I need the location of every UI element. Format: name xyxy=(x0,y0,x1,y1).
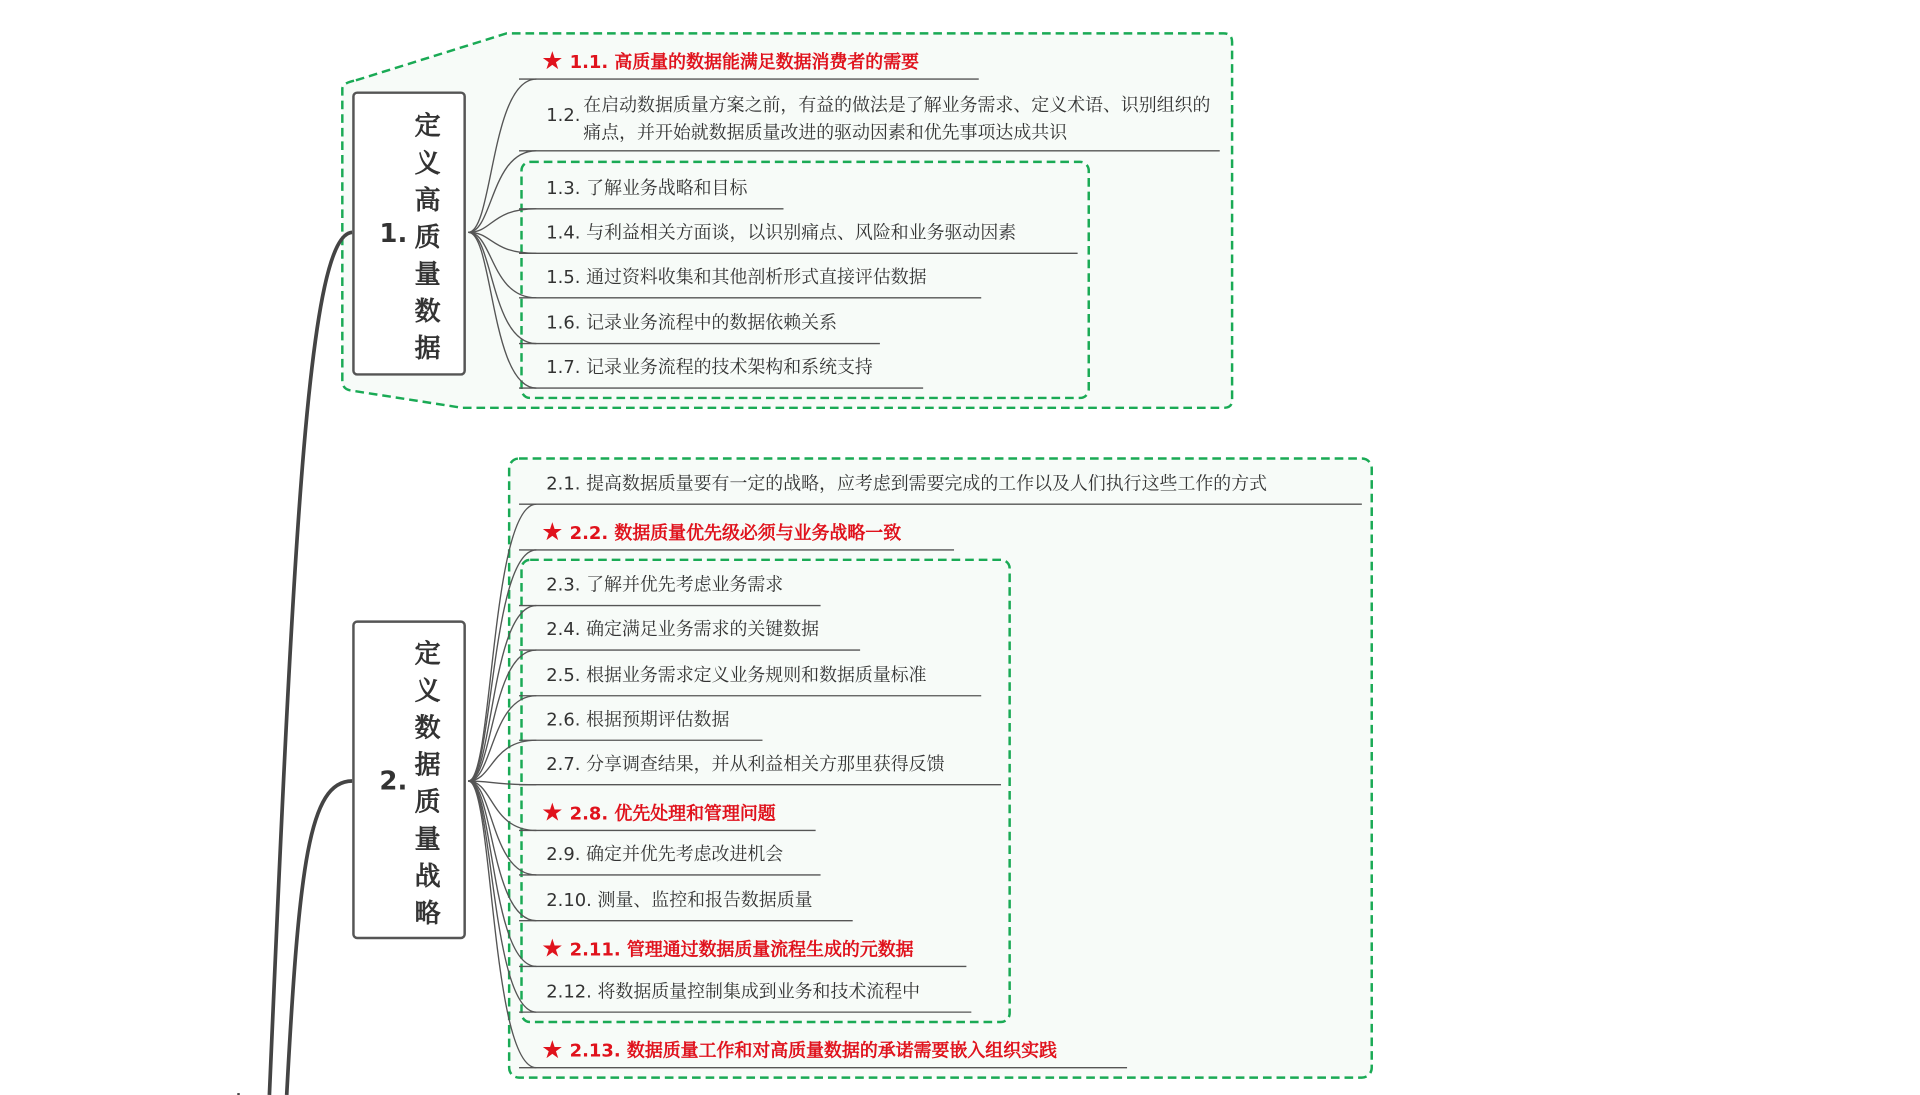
item-text: 记录业务流程的技术架构和系统支持 xyxy=(586,358,873,379)
item-number: 2.3. xyxy=(546,575,587,596)
star-icon: ★ xyxy=(541,45,564,76)
item-text: 数据质量优先级必须与业务战略一致 xyxy=(614,523,902,544)
trunk-2 xyxy=(287,781,352,1095)
topic-1-box[interactable] xyxy=(352,91,466,375)
topic-2-title: 定义数据质量战略 xyxy=(414,638,441,929)
item-2-11[interactable] xyxy=(541,934,913,962)
item-number: 1.4. xyxy=(546,223,587,244)
item-number: 2.7. xyxy=(546,755,587,775)
item-text: 与利益相关方面谈，以识别痛点、风险和业务驱动因素 xyxy=(586,223,1017,244)
item-2-13[interactable] xyxy=(541,1036,1057,1064)
item-text: 确定满足业务需求的关键数据 xyxy=(586,620,820,641)
item-number: 2.10. xyxy=(546,891,598,911)
item-2-9[interactable] xyxy=(546,843,783,868)
item-1-5[interactable] xyxy=(546,266,926,291)
topic-2-number: 2. xyxy=(379,766,408,796)
item-text: 根据预期评估数据 xyxy=(586,710,730,731)
item-2-5[interactable] xyxy=(546,664,926,689)
item-2-2[interactable] xyxy=(541,518,901,546)
item-text: 记录业务流程中的数据依赖关系 xyxy=(586,313,837,334)
item-number: 2.13. xyxy=(569,1041,627,1062)
star-icon: ★ xyxy=(541,797,564,827)
item-text: 了解并优先考虑业务需求 xyxy=(586,575,784,596)
item-text: 测量、监控和报告数据质量 xyxy=(597,891,813,911)
item-1-3[interactable] xyxy=(546,177,747,202)
item-text: 根据业务需求定义业务规则和数据质量标准 xyxy=(586,666,927,686)
star-icon: ★ xyxy=(541,516,564,547)
trunk-1 xyxy=(269,232,352,1095)
item-text: 通过资料收集和其他剖析形式直接评估数据 xyxy=(586,268,927,288)
item-2-12[interactable] xyxy=(546,980,920,1005)
item-text: 确定并优先考虑改进机会 xyxy=(586,845,784,866)
item-number: 2.9. xyxy=(546,845,587,866)
item-number: 2.11. xyxy=(569,940,627,961)
item-2-6[interactable] xyxy=(546,708,729,733)
item-number: 1.2. xyxy=(546,106,581,127)
item-1-1[interactable] xyxy=(541,47,919,75)
item-text: 优先处理和管理问题 xyxy=(614,804,776,825)
topic-1-title: 定义高质量数据 xyxy=(414,111,441,364)
item-text: 提高数据质量要有一定的战略，应考虑到需要完成的工作以及人们执行这些工作的方式 xyxy=(586,474,1268,495)
star-icon: ★ xyxy=(541,1034,564,1065)
item-1-4[interactable] xyxy=(546,221,1016,246)
item-2-10[interactable] xyxy=(546,889,812,914)
item-2-1[interactable] xyxy=(546,472,1267,497)
item-number: 1.5. xyxy=(546,268,587,288)
item-text: 数据质量工作和对高质量数据的承诺需要嵌入组织实践 xyxy=(626,1041,1057,1062)
item-number: 2.6. xyxy=(546,710,587,731)
topic-2-box[interactable] xyxy=(352,620,466,939)
item-text: 分享调查结果，并从利益相关方那里获得反馈 xyxy=(586,755,945,775)
item-1-7[interactable] xyxy=(546,356,873,381)
item-number: 2.4. xyxy=(546,620,587,641)
item-number: 2.1. xyxy=(546,474,587,495)
item-text: 高质量的数据能满足数据消费者的需要 xyxy=(614,53,920,73)
item-text: 管理通过数据质量流程生成的元数据 xyxy=(626,940,914,961)
item-2-3[interactable] xyxy=(546,573,783,598)
item-2-7[interactable] xyxy=(546,753,944,778)
item-text: 在启动数据质量方案之前，有益的做法是了解业务需求、定义术语、识别组织的痛点，并开始就数据质量改进的驱动因素和优先事项达成共识 xyxy=(583,96,1211,144)
item-2-4[interactable] xyxy=(546,618,819,643)
item-text: 了解业务战略和目标 xyxy=(586,179,748,199)
item-1-6[interactable] xyxy=(546,311,837,336)
item-number: 1.7. xyxy=(546,358,587,379)
item-number: 1.1. xyxy=(569,53,615,73)
item-number: 2.12. xyxy=(546,982,598,1003)
item-number: 2.8. xyxy=(569,804,615,825)
topic-1-number: 1. xyxy=(379,218,408,249)
item-number: 2.2. xyxy=(569,523,615,544)
item-number: 2.5. xyxy=(546,666,587,686)
item-number: 1.6. xyxy=(546,313,587,334)
item-2-8[interactable] xyxy=(541,798,775,826)
item-text: 将数据质量控制集成到业务和技术流程中 xyxy=(597,982,921,1003)
star-icon: ★ xyxy=(541,933,564,963)
item-number: 1.3. xyxy=(546,179,587,199)
